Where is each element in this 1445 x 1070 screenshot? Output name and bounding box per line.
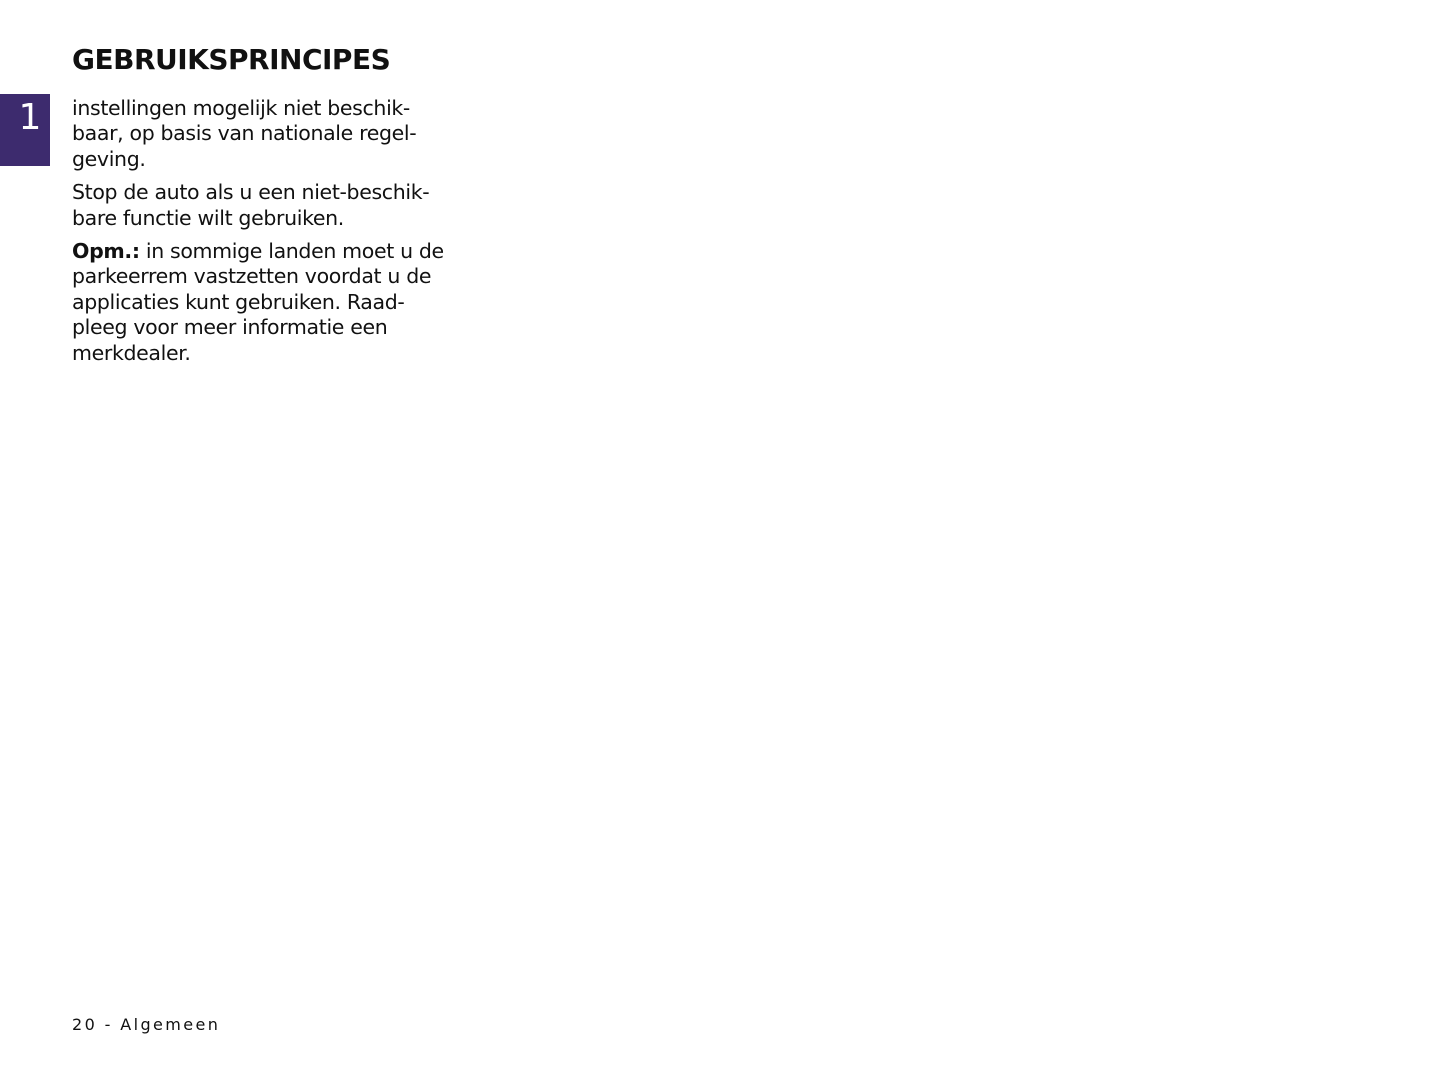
paragraph-line: applicaties kunt gebruiken. Raad- (72, 289, 405, 314)
paragraph-line: bare functie wilt gebruiken. (72, 205, 344, 230)
paragraph-line: baar, op basis van nationale regel- (72, 121, 417, 146)
paragraph-stop-car (72, 180, 472, 231)
paragraph-line: parkeerrem vastzetten voordat u de (72, 264, 432, 289)
paragraph-line: in sommige landen moet u de (139, 239, 444, 264)
paragraph-availability (72, 96, 472, 172)
paragraph-line: pleeg voor meer informatie een (72, 315, 388, 340)
chapter-tab (0, 94, 50, 166)
chapter-number: 1 (18, 97, 42, 138)
body-text (72, 96, 472, 374)
note-label: Opm.: (72, 239, 140, 264)
paragraph-line: geving. (72, 146, 146, 171)
paragraph-line: merkdealer. (72, 340, 191, 365)
note-paragraph (72, 239, 472, 366)
paragraph-line: Stop de auto als u een niet-beschik- (72, 180, 430, 205)
page-footer: 20 - Algemeen (72, 1015, 221, 1034)
paragraph-line: instellingen mogelijk niet beschik- (72, 96, 410, 120)
page-title: GEBRUIKSPRINCIPES (72, 43, 391, 76)
